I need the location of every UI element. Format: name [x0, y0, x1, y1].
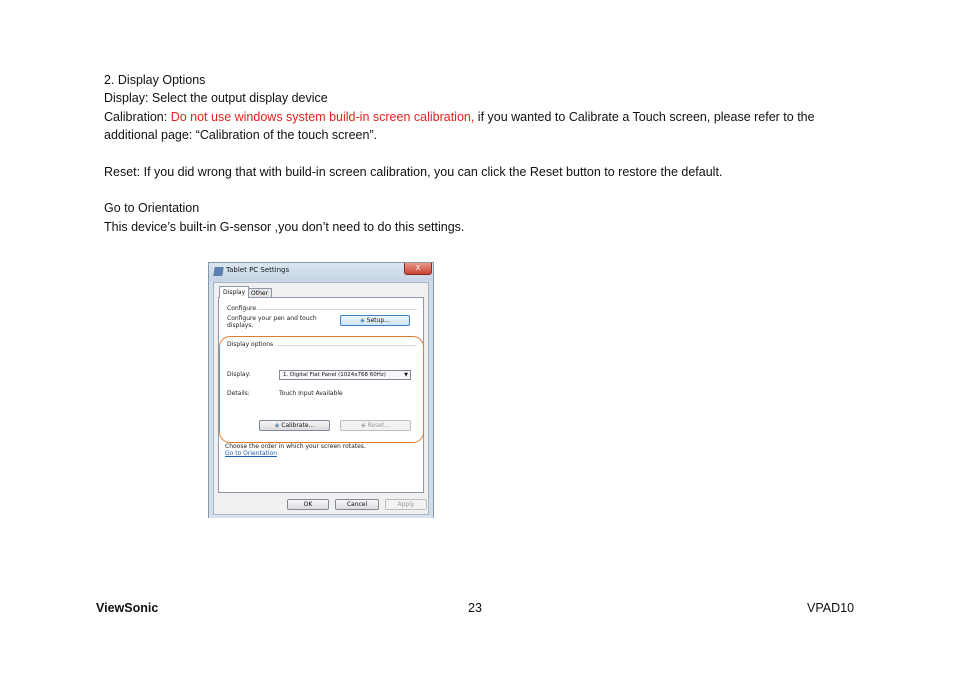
- shield-icon: ◈: [274, 422, 280, 429]
- setup-button[interactable]: [340, 315, 410, 326]
- calibrate-button-label: Calibrate...: [281, 422, 315, 429]
- tablet-pen-icon: [213, 267, 224, 276]
- details-value: Touch Input Available: [279, 390, 343, 397]
- calibration-prefix: Calibration:: [104, 110, 171, 124]
- configure-group-label: Configure: [227, 305, 257, 312]
- shield-icon: ◈: [360, 317, 365, 324]
- chevron-down-icon: ▼: [404, 372, 408, 378]
- display-options-group-label: Display options: [227, 341, 274, 348]
- page-number: 23: [468, 601, 482, 615]
- details-label: Details:: [227, 390, 250, 397]
- orientation-text: This device’s built-in G-sensor ,you don’t need to do this settings.: [104, 220, 465, 234]
- orientation-description: Choose the order in which your screen rotates.: [225, 443, 366, 450]
- tab-display[interactable]: Display: [219, 286, 249, 298]
- group-divider: [277, 345, 417, 346]
- configure-text-2: displays.: [227, 322, 254, 329]
- footer-model: VPAD10: [807, 601, 855, 615]
- apply-button[interactable]: Apply: [385, 499, 427, 510]
- display-line: Display: Select the output display device: [104, 91, 328, 105]
- orientation-heading: Go to Orientation: [104, 201, 200, 215]
- dialog-bottom-edge: [209, 515, 433, 518]
- calibration-warning: Do not use windows system build-in screen calibration,: [170, 110, 475, 124]
- dialog-body: [213, 282, 429, 515]
- reset-button[interactable]: [340, 420, 411, 431]
- tablet-pc-settings-dialog: [208, 262, 434, 518]
- reset-button-label: Reset...: [367, 422, 391, 429]
- display-tab-panel: [218, 297, 424, 493]
- shield-icon: ◈: [360, 422, 366, 429]
- reset-line: Reset: If you did wrong that with build-in screen calibration, you can click the Reset button to restore the default.: [104, 165, 723, 179]
- calibration-rest: if you wanted to Calibrate a Touch screen, please refer to the: [474, 110, 815, 124]
- go-to-orientation-link[interactable]: Go to Orientation: [225, 450, 278, 457]
- ok-button[interactable]: OK: [287, 499, 329, 510]
- dialog-title: Tablet PC Settings: [226, 266, 290, 274]
- page-heading: 2. Display Options: [104, 73, 206, 87]
- calibrate-button[interactable]: [259, 420, 330, 431]
- display-select[interactable]: [279, 370, 411, 380]
- display-select-value: 1. Digital Flat Panel (1024x768 60Hz): [283, 372, 386, 378]
- display-label: Display:: [227, 371, 251, 378]
- cancel-button[interactable]: Cancel: [335, 499, 379, 510]
- calibration-line-2: additional page: “Calibration of the touch screen”.: [104, 128, 378, 142]
- group-divider: [257, 309, 417, 310]
- tab-other[interactable]: Other: [247, 288, 272, 297]
- footer-brand: ViewSonic: [96, 601, 159, 615]
- close-button[interactable]: X: [404, 263, 432, 275]
- dialog-titlebar: [209, 263, 433, 281]
- calibration-line: [104, 110, 815, 125]
- configure-text-1: Configure your pen and touch: [227, 315, 317, 322]
- setup-button-label: Setup...: [366, 317, 390, 324]
